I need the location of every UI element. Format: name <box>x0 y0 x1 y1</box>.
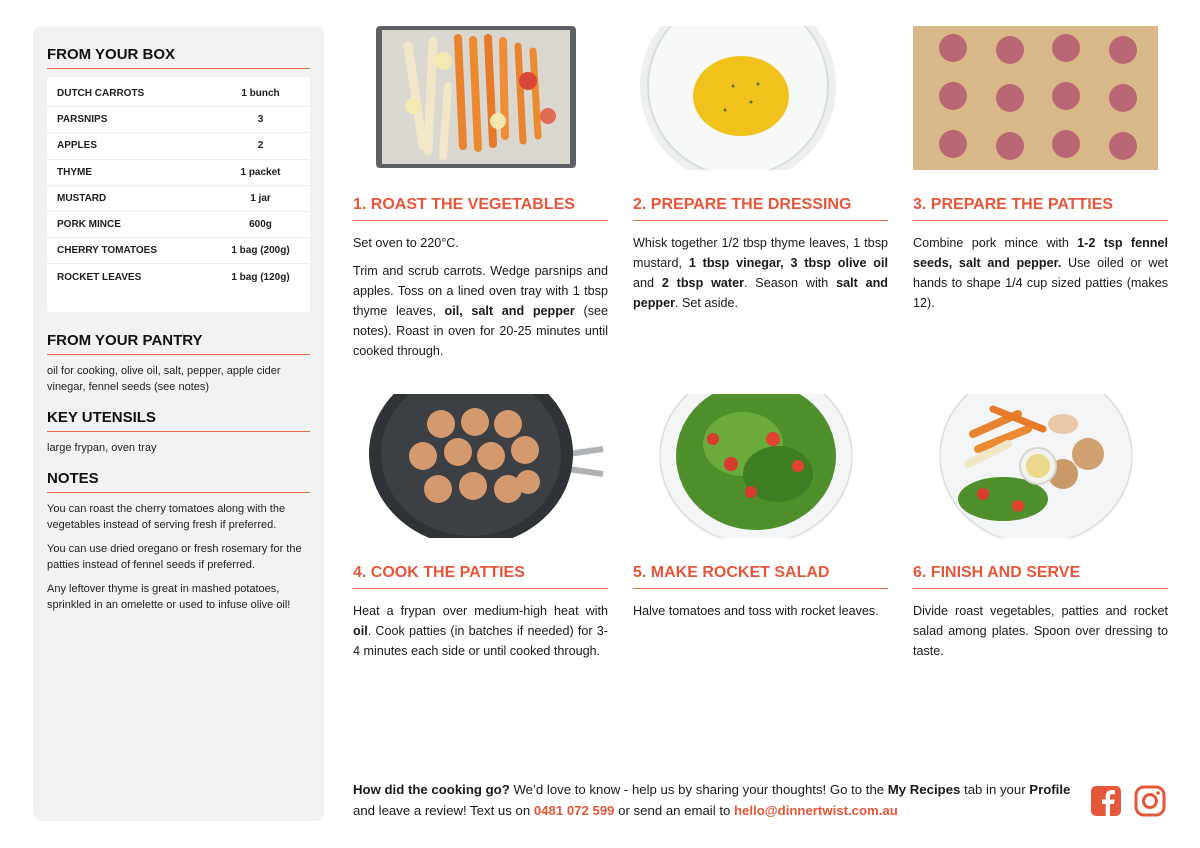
note-item: You can use dried oregano or fresh rosemary for the patties instead of fennel seeds if preferred. <box>47 543 302 571</box>
table-row <box>47 238 310 264</box>
ingredient-qty: 1 jar <box>250 192 271 204</box>
table-row <box>47 160 310 186</box>
step-title: 6. FINISH AND SERVE <box>913 564 1168 589</box>
frypan-patties-photo <box>353 394 608 538</box>
instagram-icon[interactable] <box>1134 785 1166 817</box>
box-ingredients-table <box>47 77 310 312</box>
text-run: Trim and scrub carrots. Wedge parsnips and apples. Toss on a lined oven tray with 1 tbsp thyme leaves, <box>353 264 608 318</box>
ingredient-name: PORK MINCE <box>57 219 121 231</box>
ingredient-qty: 1 bag (120g) <box>231 271 290 283</box>
step-text <box>913 233 1168 313</box>
ingredient-name: CHERRY TOMATOES <box>57 245 158 257</box>
table-row <box>47 186 310 212</box>
ingredient-qty: 1 bunch <box>241 88 280 100</box>
text-run: We’d love to know - help us by sharing your thoughts! Go to the <box>509 782 888 797</box>
raw-patties-photo <box>913 26 1168 170</box>
ingredient-name: DUTCH CARROTS <box>57 88 145 100</box>
table-row <box>47 133 310 159</box>
step-body <box>633 233 888 313</box>
note-item: You can roast the cherry tomatoes along with the vegetables instead of serving fresh if preferred. <box>47 503 286 531</box>
step-text <box>353 601 608 661</box>
step-2 <box>633 26 888 321</box>
step-text: Divide roast vegetables, patties and rocket salad among plates. Spoon over dressing to taste. <box>913 604 1168 658</box>
step-body <box>633 601 888 621</box>
step-3 <box>913 26 1168 321</box>
text-run: and <box>633 276 662 290</box>
finished-plate-photo <box>913 394 1168 538</box>
step-6 <box>913 394 1168 669</box>
notes-section <box>47 470 310 613</box>
ingredient-name: APPLES <box>57 140 98 152</box>
box-heading: FROM YOUR BOX <box>47 46 310 69</box>
pantry-section <box>47 332 310 395</box>
feedback-footer <box>353 779 1073 821</box>
step-title: 2. PREPARE THE DRESSING <box>633 196 888 221</box>
text-bold: salt and pepper <box>633 276 888 310</box>
text-run: tab in your <box>960 782 1030 797</box>
ingredient-qty: 600g <box>249 219 272 231</box>
email-link[interactable]: hello@dinnertwist.com.au <box>734 803 898 818</box>
step-text: Halve tomatoes and toss with rocket leaves. <box>633 604 879 618</box>
table-row <box>47 264 310 290</box>
note-item: Any leftover thyme is great in mashed potatoes, sprinkled in an omelette or used to infuse olive oil! <box>47 583 291 611</box>
table-row <box>47 107 310 133</box>
text-run: Whisk together 1/2 tbsp thyme leaves, 1 tbsp mustard, <box>633 236 888 270</box>
step-body <box>913 233 1168 313</box>
text-run: Use oiled or wet hands to shape 1/4 cup sized patties (makes 12). <box>913 256 1168 310</box>
step-body <box>913 601 1168 661</box>
step-title: 3. PREPARE THE PATTIES <box>913 196 1168 221</box>
feedback-question: How did the cooking go? <box>353 782 510 797</box>
ingredient-qty: 3 <box>257 114 264 126</box>
facebook-icon[interactable] <box>1090 785 1122 817</box>
text-run: and leave a review! Text us on <box>353 803 534 818</box>
step-body <box>353 233 608 361</box>
ingredient-qty: 1 packet <box>240 166 281 178</box>
step-title: 4. COOK THE PATTIES <box>353 564 608 589</box>
profile-label: Profile <box>1029 782 1071 797</box>
step-1 <box>353 26 608 369</box>
notes-heading: NOTES <box>47 470 310 493</box>
step-text <box>633 233 888 313</box>
my-recipes-label: My Recipes <box>887 782 961 797</box>
text-run: or send an email to <box>614 803 734 818</box>
text-run: . Set aside. <box>675 296 739 310</box>
rocket-salad-photo <box>633 394 888 538</box>
pantry-text: oil for cooking, olive oil, salt, pepper, apple cider vinegar, fennel seeds (see notes) <box>47 365 281 393</box>
text-run: (see notes). Roast in oven for 20-25 minutes until cooked through. <box>353 304 608 358</box>
dressing-bowl-photo <box>633 26 888 170</box>
ingredient-name: MUSTARD <box>57 192 107 204</box>
utensils-text: large frypan, oven tray <box>47 442 157 454</box>
text-run: Combine pork mince with <box>913 236 1078 250</box>
ingredient-name: PARSNIPS <box>57 114 108 126</box>
ingredient-name: ROCKET LEAVES <box>57 271 142 283</box>
text-bold: oil <box>353 624 368 638</box>
step-text <box>353 261 608 361</box>
text-bold: 1 tbsp vinegar, 3 tbsp olive oil <box>688 256 888 270</box>
table-row <box>47 81 310 107</box>
ingredient-name: THYME <box>57 166 92 178</box>
step-title: 1. ROAST THE VEGETABLES <box>353 196 608 221</box>
text-bold: oil, salt and pepper <box>444 304 575 318</box>
roast-vegetables-photo <box>353 26 608 170</box>
table-row <box>47 212 310 238</box>
text-run: . Season with <box>743 276 837 290</box>
text-run: Heat a frypan over medium-high heat with <box>353 604 608 618</box>
step-body <box>353 601 608 661</box>
utensils-section <box>47 409 310 456</box>
step-title: 5. MAKE ROCKET SALAD <box>633 564 888 589</box>
text-bold: 1-2 tsp fennel seeds, salt and pepper. <box>913 236 1168 270</box>
step-text: Set oven to 220°C. <box>353 236 459 250</box>
phone-link[interactable]: 0481 072 599 <box>533 803 615 818</box>
text-run: . Cook patties (in batches if needed) for 3-4 minutes each side or until cooked through. <box>353 624 608 658</box>
text-bold: 2 tbsp water <box>661 276 744 290</box>
ingredients-sidebar <box>33 26 324 821</box>
utensils-heading: KEY UTENSILS <box>47 409 310 432</box>
ingredient-qty: 2 <box>257 140 264 152</box>
step-5 <box>633 394 888 629</box>
pantry-heading: FROM YOUR PANTRY <box>47 332 310 355</box>
step-4 <box>353 394 608 669</box>
ingredient-qty: 1 bag (200g) <box>231 245 290 257</box>
